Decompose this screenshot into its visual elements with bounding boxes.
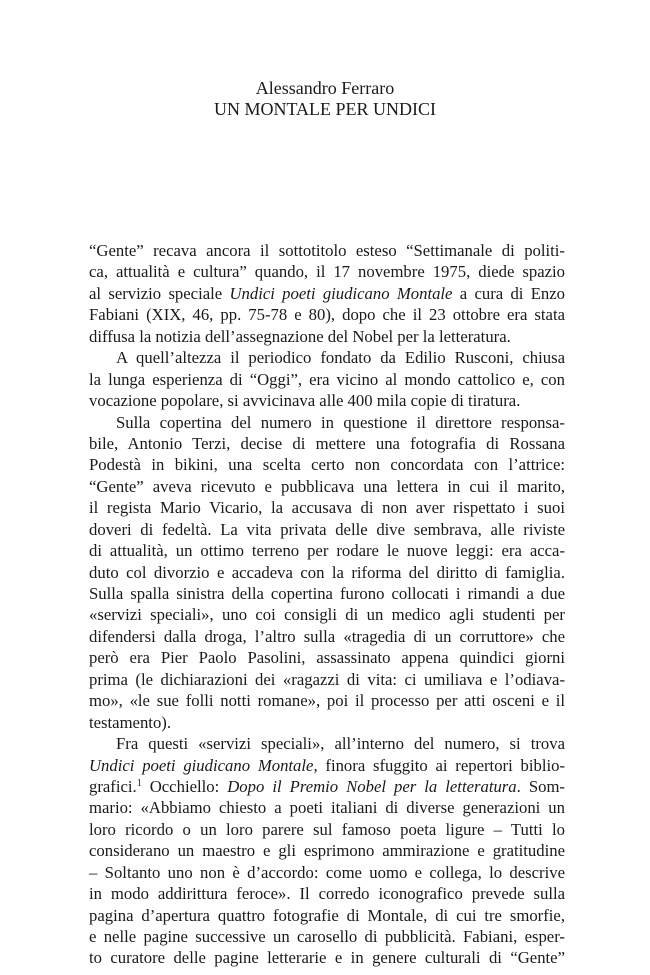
text-line: in modo addirittura feroce». Il corredo iconografico prevede sulla [89,884,565,904]
footnote-marker[interactable]: 1 [136,777,142,789]
text-line: Podestà in bikini, una scelta certo non concordata con l’attrice: [89,455,565,475]
text-line: “Gente” aveva ricevuto e pubblicava una lettera in cui il marito, [89,476,565,496]
text-line: doveri di fedeltà. La vita privata delle dive sembrava, alle riviste [89,519,565,539]
text-line: mario: «Abbiamo chiesto a poeti italiani di diverse generazioni un [89,798,565,818]
article-body [89,240,565,969]
text-line: – Soltanto uno non è d’accordo: come uomo e collega, lo descrive [89,862,565,882]
author-name: Alessandro Ferraro [255,78,395,98]
text-line: diffusa la notizia dell’assegnazione del Nobel per la letteratura. [89,326,511,346]
text-line: Fabiani (XIX, 46, pp. 75-78 e 80), dopo che il 23 ottobre era stata [89,305,565,325]
article-header [0,78,650,120]
text-line: prima (le dichiarazioni dei «ragazzi di vita: ci umiliava e l’odiava- [89,669,565,689]
text-line: considerano un maestro e gli esprimono ammirazione e gratitudine [89,841,565,861]
text-line: difendersi dalla droga, l’altro sulla «tragedia di un corruttore» che [89,626,565,646]
text-line: «servizi speciali», uno coi consigli di un medico agli studenti per [89,605,565,625]
text-line: grafici.$^1$ Occhiello: Dopo il Premio Nobel per la letteratura. Som- [89,776,565,796]
text-line: testamento). [89,712,172,732]
text-line: Fra questi «servizi speciali», all’interno del numero, si trova [116,734,565,754]
text-line: di attualità, un ottimo terreno per rodare le nuove leggi: era acca- [89,541,565,561]
text-line: pagina d’apertura quattro fotografie di Montale, di cui tre smorfie, [89,905,565,925]
text-line: duto col divorzio e accadeva con la riforma del diritto di famiglia. [89,562,565,582]
text-line: bile, Antonio Terzi, decise di mettere una fotografia di Rossana [89,433,565,453]
text-line: to curatore delle pagine letterarie e in genere culturali di “Gente” [89,948,565,968]
text-line: loro ricordo o un loro parere sul famoso poeta ligure – Tutti lo [89,819,565,839]
text-line: “Gente” recava ancora il sottotitolo esteso “Settimanale di politi- [89,241,565,260]
text-line: ca, attualità e cultura” quando, il 17 novembre 1975, diede spazio [89,262,565,282]
text-line: e nelle pagine successive un carosello di pubblicità. Fabiani, esper- [89,927,565,946]
article-title: UN MONTALE PER UNDICI [213,99,437,119]
text-line: Sulla copertina del numero in questione il direttore responsa- [116,412,565,432]
text-line: il regista Mario Vicario, la accusava di non aver rispettato i suoi [89,498,565,518]
text-line: mo», «le sue folli notti romane», poi il processo per atti osceni e il [89,691,565,711]
text-line: Undici poeti giudicano Montale, finora sfuggito ai repertori biblio- [89,755,566,775]
text-line: la lunga esperienza di “Oggi”, era vicino al mondo cattolico e, con [89,369,565,389]
text-line: Sulla spalla sinistra della copertina furono collocati i rimandi a due [89,584,565,603]
text-line: al servizio speciale Undici poeti giudicano Montale a cura di Enzo [89,283,566,303]
text-line: però era Pier Paolo Pasolini, assassinato appena quindici giorni [89,648,565,668]
text-line: vocazione popolare, si avvicinava alle 400 mila copie di tiratura. [89,391,521,411]
text-line: A quell’altezza il periodico fondato da Edilio Rusconi, chiusa [116,348,565,368]
